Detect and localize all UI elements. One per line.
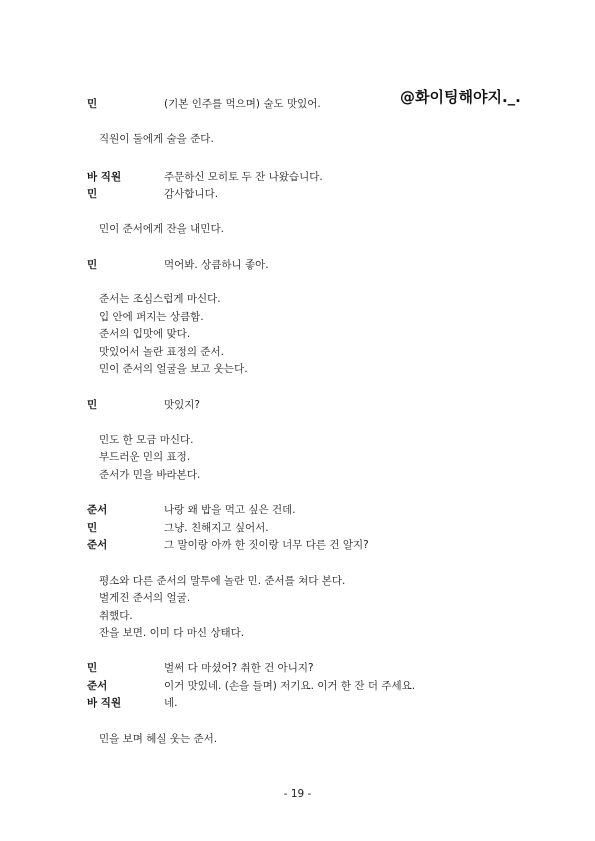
dialogue-text: 감사합니다.: [164, 188, 219, 200]
action-text: 평소와 다른 준서의 말투에 놀란 민. 준서를 쳐다 본다.: [99, 575, 346, 587]
speaker-name: 민: [87, 662, 98, 674]
speaker-name: 민: [87, 98, 98, 110]
action-text: 민이 준서에게 잔을 내민다.: [99, 223, 224, 235]
dialogue-text: 그 말이랑 아까 한 짓이랑 너무 다른 건 알지?: [164, 539, 369, 551]
action-text: 벌게진 준서의 얼굴.: [99, 592, 191, 604]
speaker-name: 민: [87, 399, 98, 411]
action-text: 준서가 민을 바라본다.: [99, 469, 201, 481]
speaker-name: 바 직원: [87, 697, 122, 709]
dialogue-text: 네.: [164, 697, 178, 709]
speaker-name: 민: [87, 259, 98, 271]
dialogue-text: 먹어봐. 상큼하니 좋아.: [164, 259, 269, 271]
dialogue-text: 이거 맛있네. (손을 들며) 저기요. 이거 한 잔 더 주세요.: [164, 680, 416, 692]
dialogue-text: (기본 인주를 먹으며) 술도 맛있어.: [164, 98, 321, 110]
dialogue-text: 벌써 다 마셨어? 취한 건 아니지?: [164, 662, 314, 674]
action-text: 직원이 둘에게 술을 준다.: [99, 133, 214, 145]
dialogue-text: 그냥. 친해지고 싶어서.: [164, 522, 269, 534]
action-text: 민도 한 모금 마신다.: [99, 434, 194, 446]
action-text: 부드러운 민의 표정.: [99, 451, 191, 463]
speaker-name: 민: [87, 522, 98, 534]
dialogue-text: 주문하신 모히토 두 잔 나왔습니다.: [164, 171, 323, 183]
action-text: 맛있어서 놀란 표정의 준서.: [99, 346, 224, 358]
action-text: 입 안에 퍼지는 상큼함.: [99, 311, 204, 323]
action-text: 민을 보며 헤실 웃는 준서.: [99, 733, 218, 745]
action-text: 준서의 입맛에 맞다.: [99, 328, 191, 340]
speaker-name: 바 직원: [87, 171, 122, 183]
dialogue-text: 나랑 왜 밥을 먹고 싶은 건데.: [164, 504, 296, 516]
action-text: 취했다.: [99, 610, 133, 622]
action-text: 잔을 보면. 이미 다 마신 상태다.: [99, 627, 245, 639]
action-text: 민이 준서의 얼굴을 보고 웃는다.: [99, 363, 248, 375]
speaker-name: 민: [87, 188, 98, 200]
watermark-text: @화이팅해야지._.: [400, 88, 521, 106]
page-number: - 19 -: [283, 788, 312, 800]
speaker-name: 준서: [87, 504, 108, 516]
dialogue-text: 맛있지?: [164, 399, 201, 411]
speaker-name: 준서: [87, 680, 108, 692]
action-text: 준서는 조심스럽게 마신다.: [99, 293, 221, 305]
speaker-name: 준서: [87, 539, 108, 551]
